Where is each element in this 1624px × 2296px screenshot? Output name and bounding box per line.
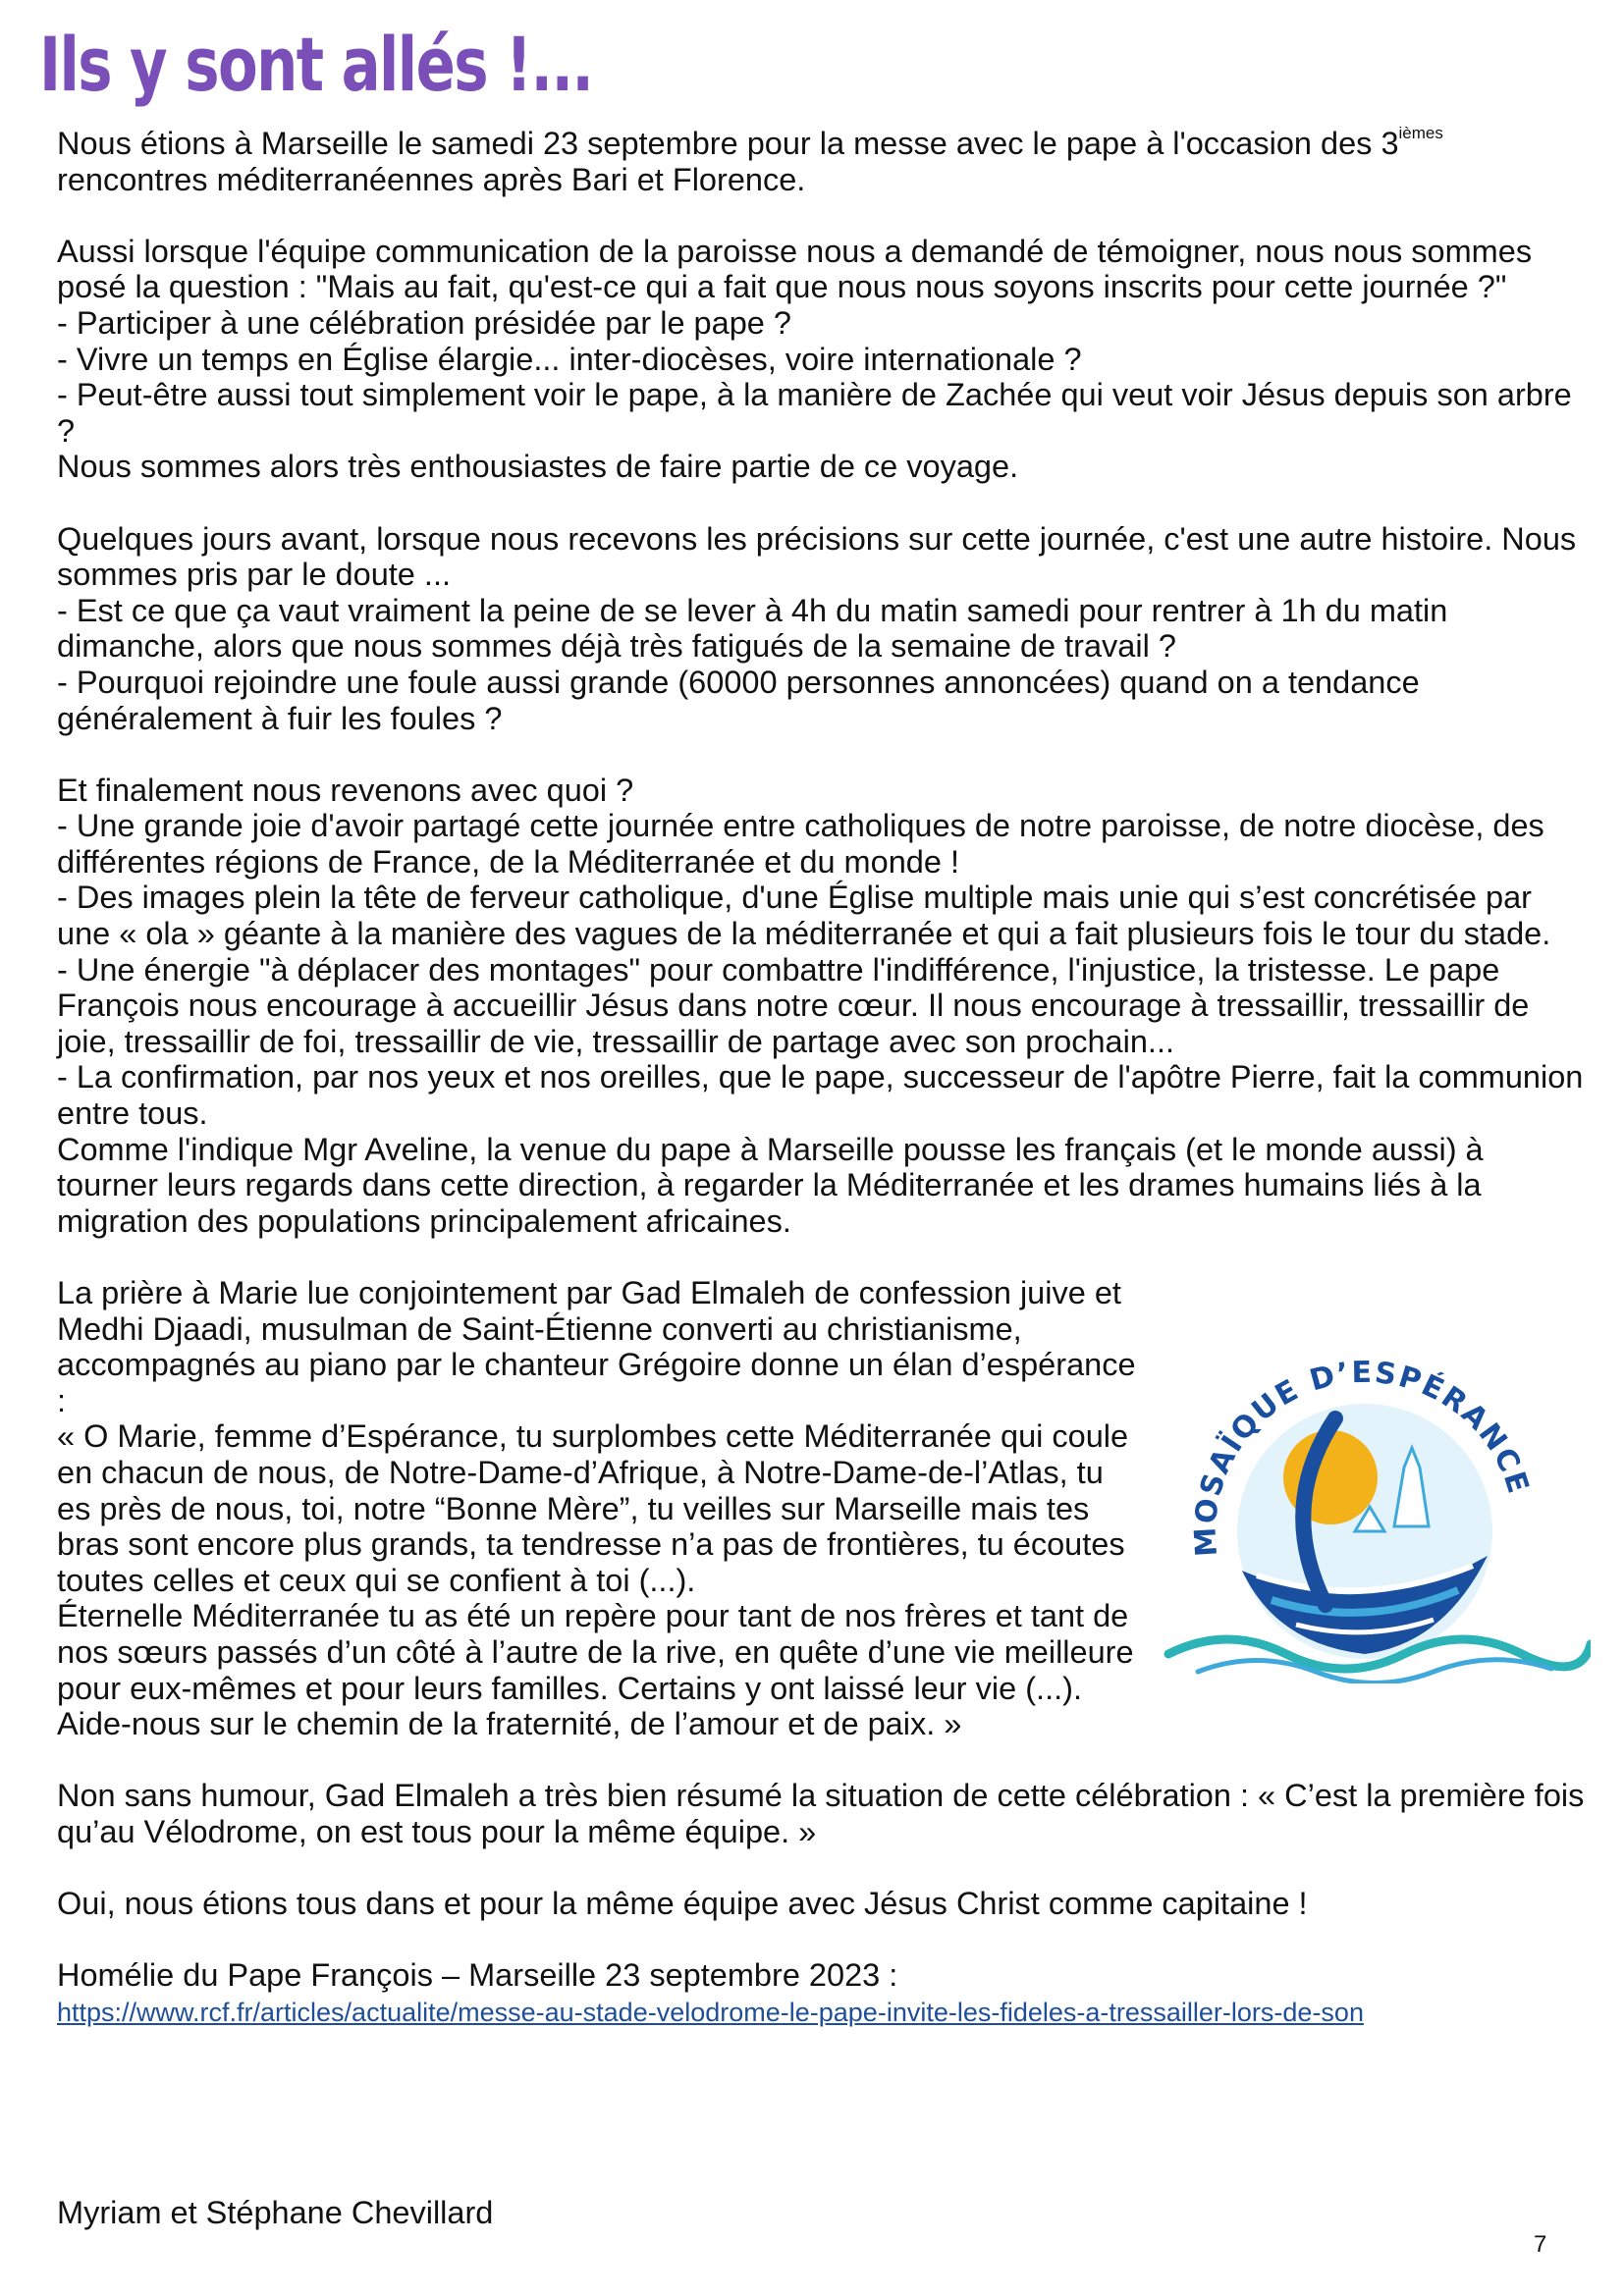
homily-label: Homélie du Pape François – Marseille 23 septembre 2023 : [57,1957,898,1994]
mosaique-esperance-logo [1159,1330,1591,1683]
homily-link[interactable]: https://www.rcf.fr/articles/actualite/messe-au-stade-velodrome-le-pape-invite-les-fideles-a-tressailler-lors-de-son [57,1997,1364,2027]
question-lead: Aussi lorsque l'équipe communication de la paroisse nous a demandé de témoigner, nous nous sommes posé la question : "Mais au fait, qu'est-ce qui a fait que nous nous soyons inscrits pour cette journée ?" [57,233,1533,305]
doubt-lead: Quelques jours avant, lorsque nous recevons les précisions sur cette journée, c'est une autre histoire. Nous sommes pris par le doute ... [57,520,1577,593]
signature: Myriam et Stéphane Chevillard [57,2195,494,2230]
page-title: Ils y sont allés !... [39,21,593,108]
intro-line-1: Nous étions à Marseille le samedi 23 septembre pour la messe avec le pape à l'occasion des 3 [57,126,1399,161]
ordinal-suffix: ièmes [1398,124,1443,143]
prayer-quote-1: « O Marie, femme d’Espérance, tu surplombes cette Méditerranée qui coule en chacun de nous, de Notre-Dame-d’Afrique, à Notre-Dame-de-l’Atlas, tu es près de nous, toi, notre “Bonne Mère”, tu veilles sur Marseille mais tes bras sont encore plus grands, ta tendresse n’a pas de frontières, tu écoutes toutes celles et ceux qui se confient à toi (...). [57,1418,1129,1598]
list-item: - Peut-être aussi tout simplement voir le pape, à la manière de Zachée qui veut voir Jésus depuis son arbre ? [57,377,1572,449]
enthusiasm-line: Nous sommes alors très enthousiastes de faire partie de ce voyage. [57,449,1019,485]
list-item: - La confirmation, par nos yeux et nos oreilles, que le pape, successeur de l'apôtre Pierre, fait la communion entre tous. [57,1059,1584,1132]
list-item: - Une grande joie d'avoir partagé cette journée entre catholiques de notre paroisse, de notre diocèse, des différentes régions de France, de la Méditerranée et du monde ! [57,808,1544,880]
page-number: 7 [1534,2231,1547,2258]
intro-paragraph [57,126,1589,197]
prayer-quote-2: Éternelle Méditerranée tu as été un repère pour tant de nos frères et tant de nos sœurs passés d’un côté à l’autre de la rive, en quête d’une vie meilleure pour eux-mêmes et pour leurs familles. Certains y ont laissé leur vie (...). [57,1598,1134,1706]
prayer-quote-3: Aide-nous sur le chemin de la fraternité, de l’amour et de paix. » [57,1706,962,1742]
prayer-intro: La prière à Marie lue conjointement par Gad Elmaleh de confession juive et Medhi Djaadi, musulman de Saint-Étienne converti au christianisme, accompagnés au piano par le chanteur Grégoire donne un élan d’espérance : [57,1275,1136,1418]
humour-paragraph: Non sans humour, Gad Elmaleh a très bien résumé la situation de cette célébration : « C’est la première fois qu’au Vélodrome, on est tous pour la même équipe. » [57,1778,1585,1849]
article-body [57,126,1589,2031]
aveline-paragraph: Comme l'indique Mgr Aveline, la venue du pape à Marseille pousse les français (et le monde aussi) à tourner leurs regards dans cette direction, à regarder la Méditerranée et les drames humains liés à la migration des populations principalement africaines. [57,1131,1484,1239]
team-paragraph: Oui, nous étions tous dans et pour la même équipe avec Jésus Christ comme capitaine ! [57,1886,1308,1922]
logo-text: MOSAÏQUE D’ESPÉRANCE [1188,1355,1537,1558]
list-item: - Est ce que ça vaut vraiment la peine de se lever à 4h du matin samedi pour rentrer à 1h du matin dimanche, alors que nous sommes déjà très fatigués de la semaine de travail ? [57,592,1448,665]
list-item: - Des images plein la tête de ferveur catholique, d'une Église multiple mais unie qui s’est concrétisée par une « ola » géante à la manière des vagues de la méditerranée et qui a fait plusieurs fois le tour du stade. [57,880,1551,952]
list-item: - Participer à une célébration présidée par le pape ? [57,304,791,341]
list-item: - Pourquoi rejoindre une foule aussi grande (60000 personnes annoncées) quand on a tendance généralement à fuir les foules ? [57,664,1420,736]
list-item: - Une énergie "à déplacer des montages" pour combattre l'indifférence, l'injustice, la tristesse. Le pape François nous encourage à accueillir Jésus dans notre cœur. Il nous encourage à tressaillir, tressaillir de joie, tressaillir de foi, tressaillir de vie, tressaillir de partage avec son prochain... [57,951,1530,1059]
result-lead: Et finalement nous revenons avec quoi ? [57,772,634,808]
list-item: - Vivre un temps en Église élargie... inter-diocèses, voire internationale ? [57,341,1082,377]
intro-line-2: rencontres méditerranéennes après Bari et Florence. [57,161,806,197]
